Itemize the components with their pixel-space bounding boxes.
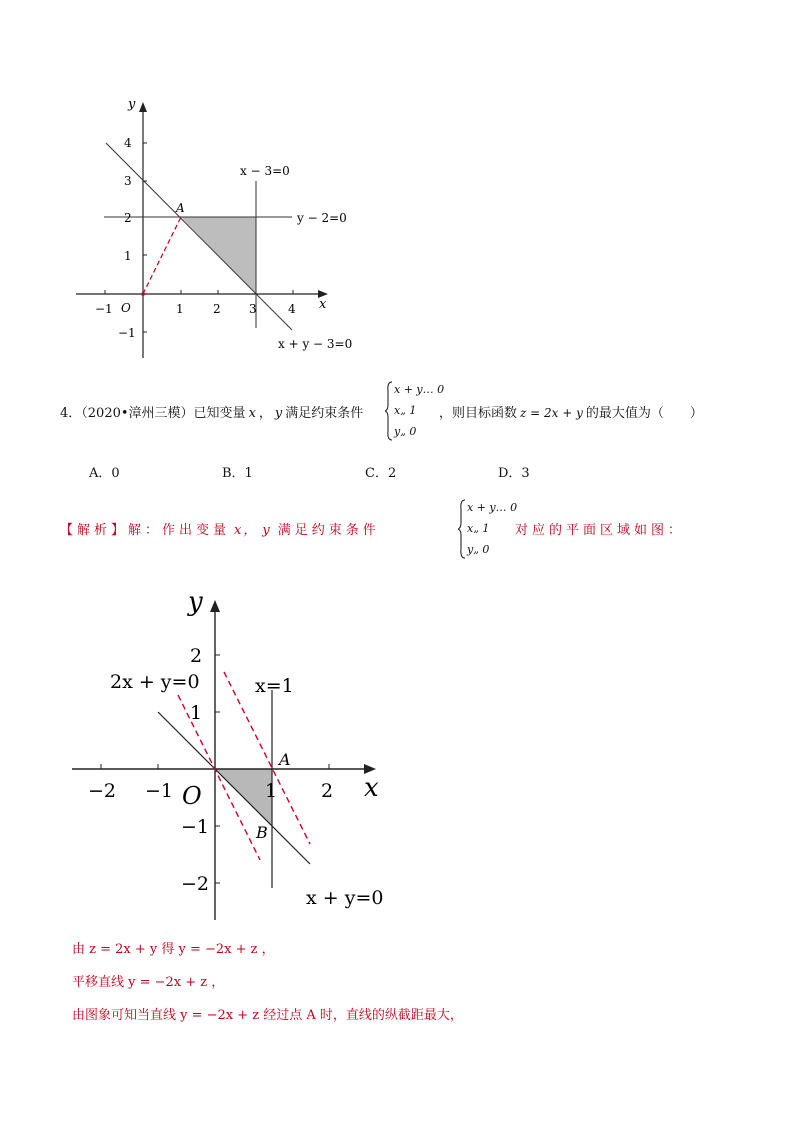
y-axis-label: y (188, 587, 203, 617)
line-label-vertical: x − 3=0 (240, 164, 290, 178)
solution-tag: 【解析】 (60, 523, 129, 538)
y-tick-label: 4 (124, 136, 132, 150)
question-4-text (60, 402, 363, 421)
point-A-label: A (176, 201, 185, 215)
x-tick-label: 2 (213, 302, 221, 316)
text-after: ，则目标函数 (439, 406, 518, 421)
solution-intro-text: 解：作出变量 (128, 523, 231, 538)
x-tick-label: −1 (95, 302, 113, 316)
solution-step-2: 平移直线 y = −2x + z ， (72, 975, 225, 990)
solution-step-3: 由图象可知当直线 y = −2x + z 经过点 A 时，直线的纵截距最大， (72, 1008, 463, 1023)
y-axis-label: y (128, 97, 136, 112)
y-tick-label: 2 (190, 645, 203, 667)
dashed-segment-OA (143, 217, 181, 294)
option-D[interactable]: D．3 (498, 466, 530, 481)
option-A[interactable]: A．0 (89, 466, 120, 481)
point-A-label: A (279, 750, 291, 769)
constraint-line: x„ 1 (467, 522, 490, 535)
x-tick-label: 1 (265, 780, 278, 802)
origin-label: O (121, 301, 131, 315)
constraint-line: y„ 0 (394, 425, 417, 438)
objective-function: z = 2x + y (520, 406, 583, 420)
option-C[interactable]: C．2 (365, 466, 397, 481)
constraint-line: x + y… 0 (394, 383, 445, 396)
question-text-after (439, 402, 703, 421)
option-B[interactable]: B．1 (222, 466, 253, 481)
origin-label: O (182, 782, 202, 810)
y-tick-label: −1 (118, 326, 136, 340)
line-x-plus-y-eq-0 (158, 712, 310, 864)
brace-icon (385, 381, 393, 441)
constraint-line: x„ 1 (394, 404, 417, 417)
x-tick-label: 3 (249, 302, 257, 316)
text-end: 的最大值为（ ） (585, 406, 703, 421)
x-axis-label: x (319, 297, 327, 312)
y-tick-label: 1 (190, 702, 203, 724)
line-label-horizontal: y − 2=0 (297, 211, 347, 225)
line-label-vertical: x=1 (255, 675, 294, 697)
var-x: x (248, 406, 256, 421)
var-y: y (274, 406, 283, 421)
question-text-before: 已知变量 (193, 406, 246, 421)
line-label-diagonal: x + y=0 (306, 887, 384, 909)
x-axis-label: x (364, 773, 379, 803)
brace-icon (458, 499, 466, 559)
x-tick-label: −2 (88, 780, 117, 802)
solution-mid: 满足约束条件 (277, 523, 380, 538)
var-y: y (262, 523, 274, 538)
y-tick-label: −1 (181, 816, 210, 838)
line-label-diagonal: x + y − 3=0 (278, 337, 353, 351)
feasible-region-figure-1 (60, 90, 370, 370)
constraint-intro: 满足约束条件 (285, 406, 364, 421)
solution-tail: 对应的平面区域如图： (515, 523, 686, 538)
y-tick-label: −2 (181, 873, 210, 895)
x-tick-label: 2 (321, 780, 334, 802)
point-B-label: B (256, 823, 268, 842)
separator: ， (258, 406, 272, 421)
feasible-region-figure-2 (60, 580, 400, 925)
constraint-line: y„ 0 (467, 543, 490, 556)
line-label-dashed: 2x + y=0 (110, 671, 200, 693)
var-x: x， (234, 523, 259, 538)
solution-step-1: 由 z = 2x + y 得 y = −2x + z ， (72, 942, 275, 957)
question-source: （2020•漳州三模） (81, 406, 194, 421)
y-tick-label: 2 (124, 211, 132, 225)
constraint-line: x + y… 0 (467, 501, 518, 514)
y-tick-label: 3 (124, 174, 132, 188)
x-tick-label: 4 (288, 302, 296, 316)
y-tick-label: 1 (124, 249, 132, 263)
x-tick-label: 1 (176, 302, 184, 316)
x-tick-label: −1 (145, 780, 174, 802)
solution-intro (60, 519, 380, 538)
question-number: 4． (60, 406, 82, 421)
